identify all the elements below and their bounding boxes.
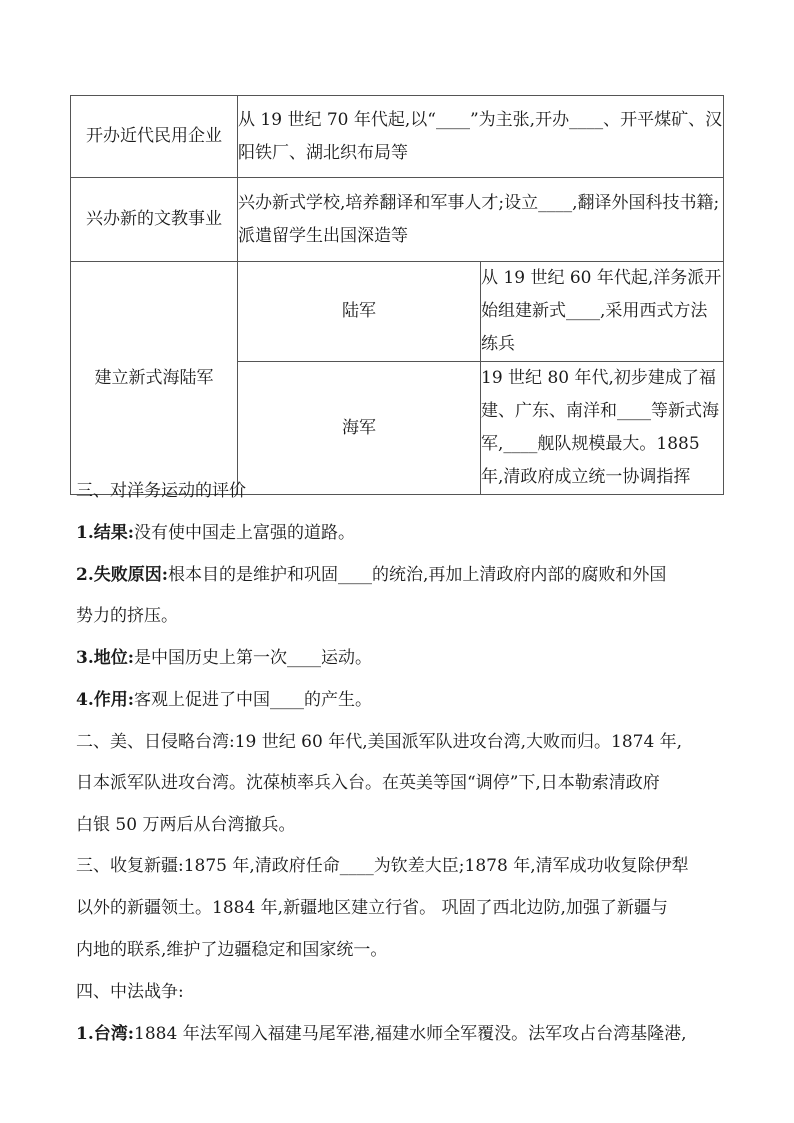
- paragraph-line: 白银 50 万两后从台湾撤兵。: [76, 815, 296, 835]
- paragraph-line: 日本派军队进攻台湾。沈葆桢率兵入台。在英美等国“调停”下,日本勒索清政府: [76, 773, 660, 793]
- item-text: 没有使中国走上富强的道路。: [134, 523, 356, 543]
- section-heading: 四、中法战争:: [76, 982, 184, 1002]
- navy-label: 海军: [238, 362, 481, 495]
- row-label: 建立新式海陆军: [71, 262, 238, 495]
- paragraph-line: 二、美、日侵略台湾:19 世纪 60 年代,美国派军队进攻台湾,大败而归。1874 年,: [76, 732, 683, 752]
- row-content: 兴办新式学校,培养翻译和军事人才;设立____,翻译外国科技书籍;派遣留学生出国深造等: [238, 178, 724, 262]
- item-label: 2.失败原因:: [76, 565, 169, 585]
- paragraph-line: 势力的挤压。: [76, 606, 178, 626]
- navy-content: 19 世纪 80 年代,初步建成了福建、广东、南洋和____等新式海军,____舰队规模最大。1885 年,清政府成立统一协调指挥: [481, 362, 724, 495]
- army-content: 从 19 世纪 60 年代起,洋务派开始组建新式____,采用西式方法练兵: [481, 262, 724, 362]
- item-text: 根本目的是维护和巩固____的统治,再加上清政府内部的腐败和外国: [168, 565, 667, 585]
- item-label: 4.作用:: [76, 690, 135, 710]
- item-text: 1884 年法军闯入福建马尾军港,福建水师全军覆没。法军攻占台湾基隆港,: [134, 1024, 687, 1044]
- paragraph: [76, 562, 666, 588]
- table-row: [71, 178, 724, 262]
- item-label: 1.台湾:: [76, 1024, 135, 1044]
- paragraph: [76, 520, 355, 546]
- army-label: 陆军: [238, 262, 481, 362]
- row-content: 从 19 世纪 70 年代起,以“____”为主张,开办____、开平煤矿、汉阳铁厂、湖北织布局等: [238, 96, 724, 178]
- paragraph: [76, 1021, 687, 1047]
- paragraph: [76, 645, 372, 671]
- table-row: [71, 96, 724, 178]
- section-heading: 三、对洋务运动的评价: [76, 481, 246, 501]
- row-label: 开办近代民用企业: [71, 96, 238, 178]
- paragraph-line: 三、收复新疆:1875 年,清政府任命____为钦差大臣;1878 年,清军成功收复除伊犁: [76, 856, 689, 876]
- item-label: 1.结果:: [76, 523, 135, 543]
- item-text: 客观上促进了中国____的产生。: [134, 690, 373, 710]
- paragraph-line: 内地的联系,维护了边疆稳定和国家统一。: [76, 940, 388, 960]
- paragraph-line: 以外的新疆领土。1884 年,新疆地区建立行省。 巩固了西北边防,加强了新疆与: [76, 898, 668, 918]
- item-text: 是中国历史上第一次____运动。: [134, 648, 373, 668]
- westernization-table: [70, 95, 724, 495]
- row-label: 兴办新的文教事业: [71, 178, 238, 262]
- paragraph: [76, 687, 372, 713]
- table-row: [71, 262, 724, 362]
- item-label: 3.地位:: [76, 648, 135, 668]
